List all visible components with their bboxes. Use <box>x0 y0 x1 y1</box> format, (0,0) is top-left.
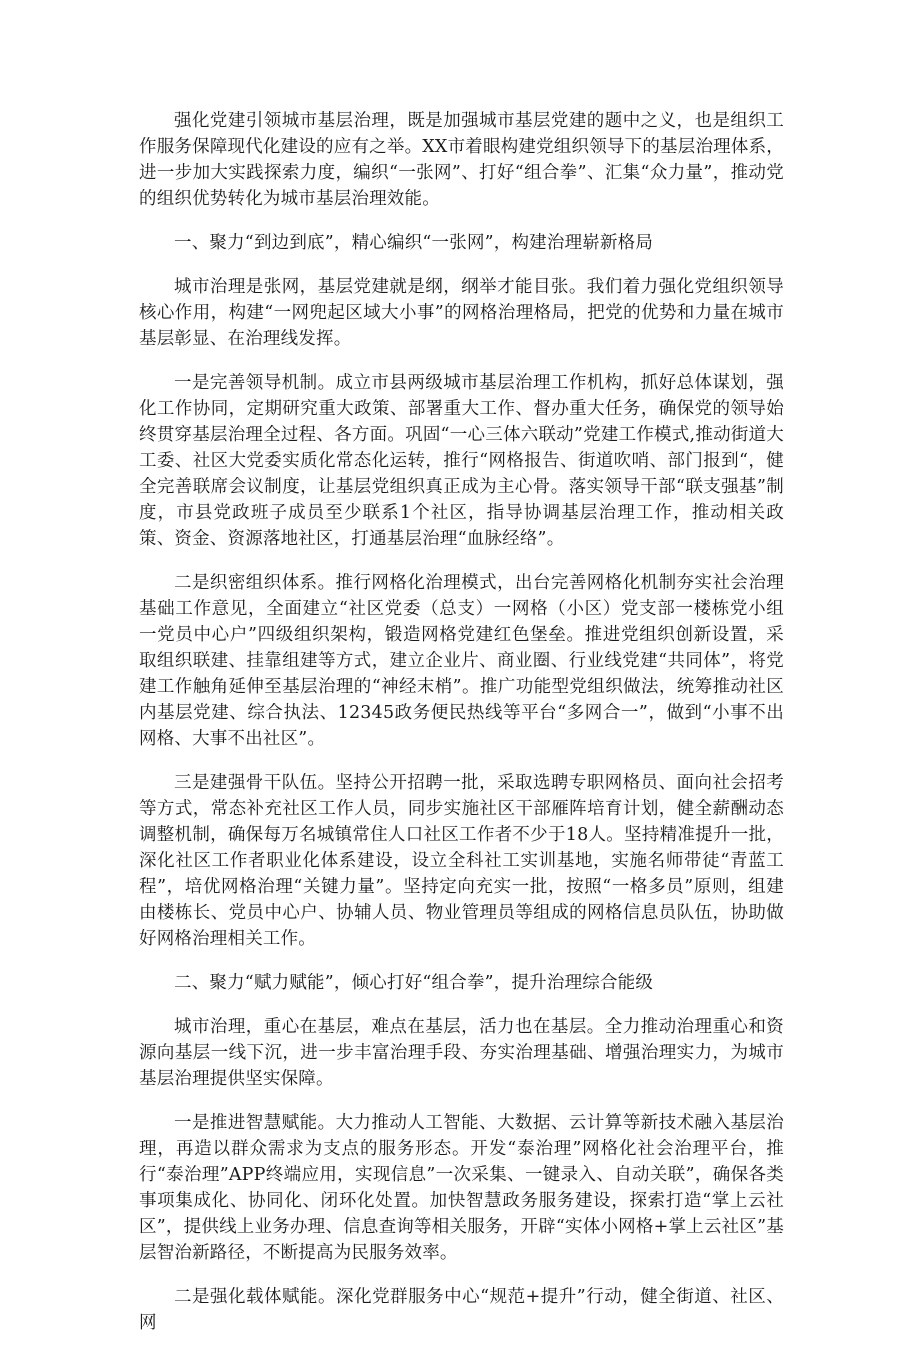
section-2-lead-paragraph: 城市治理，重心在基层，难点在基层，活力也在基层。全力推动治理重心和资源向基层一线下沉，进一步丰富治理手段、夯实治理基础、增强治理实力，为城市基层治理提供坚实保障。 <box>139 1017 784 1089</box>
intro-paragraph: 强化党建引领城市基层治理，既是加强城市基层党建的题中之义，也是组织工作服务保障现代化建设的应有之举。XX市着眼构建党组织领导下的基层治理体系，进一步加大实践探索力度，编织“一张网”、打好“组合拳”、汇集“众力量”，推动党的组织优势转化为城市基层治理效能。 <box>139 111 784 209</box>
section-1-point-2-paragraph: 二是织密组织体系。推行网格化治理模式，出台完善网格化机制夯实社会治理基础工作意见，全面建立“社区党委（总支）一网格（小区）党支部一楼栋党小组一党员中心户”四级组织架构，锻造网格党建红色堡垒。推进党组织创新设置，采取组织联建、挂靠组建等方式，建立企业片、商业圈、行业线党建“共同体”，将党建工作触角延伸至基层治理的“神经末梢”。推广功能型党组织做法，统筹推动社区内基层党建、综合执法、12345政务便民热线等平台“多网合一”，做到“小事不出网格、大事不出社区”。 <box>139 573 784 749</box>
section-1-lead-paragraph: 城市治理是张网，基层党建就是纲，纲举才能目张。我们着力强化党组织领导核心作用，构建“一网兜起区域大小事”的网格治理格局，把党的优势和力量在城市基层彰显、在治理线发挥。 <box>139 277 784 349</box>
section-1-point-3-paragraph: 三是建强骨干队伍。坚持公开招聘一批，采取选聘专职网格员、面向社会招考等方式，常态补充社区工作人员，同步实施社区干部雁阵培育计划，健全薪酬动态调整机制，确保每万名城镇常住人口社区工作者不少于18人。坚持精准提升一批，深化社区工作者职业化体系建设，设立全科社工实训基地，实施名师带徒“青蓝工程”，培优网格治理“关键力量”。坚持定向充实一批，按照“一格多员”原则，组建由楼栋长、党员中心户、协辅人员、物业管理员等组成的网格信息员队伍，协助做好网格治理相关工作。 <box>139 773 784 949</box>
document-page <box>139 108 784 1354</box>
section-1-point-1-paragraph: 一是完善领导机制。成立市县两级城市基层治理工作机构，抓好总体谋划，强化工作协同，定期研究重大政策、部署重大工作、督办重大任务，确保党的领导始终贯穿基层治理全过程、各方面。巩固“一心三体六联动”党建工作模式,推动街道大工委、社区大党委实质化常态化运转，推行“网格报告、街道吹哨、部门报到“，健全完善联席会议制度，让基层党组织真正成为主心骨。落实领导干部“联支强基”制度，市县党政班子成员至少联系1个社区，指导协调基层治理工作，推动相关政策、资金、资源落地社区，打通基层治理“血脉经络”。 <box>139 373 784 549</box>
section-2-point-1-paragraph: 一是推进智慧赋能。大力推动人工智能、大数据、云计算等新技术融入基层治理，再造以群众需求为支点的服务形态。开发“泰治理”网格化社会治理平台，推行“泰治理”APP终端应用，实现信息”一次采集、一键录入、自动关联”，确保各类事项集成化、协同化、闭环化处置。加快智慧政务服务建设，探索打造“掌上云社区”，提供线上业务办理、信息查询等相关服务，开辟“实体小网格+掌上云社区”基层智治新路径，不断提高为民服务效率。 <box>139 1113 784 1263</box>
section-2-point-2-paragraph: 二是强化载体赋能。深化党群服务中心“规范+提升”行动，健全街道、社区、网 <box>139 1287 784 1333</box>
section-2-heading: 二、聚力“赋力赋能”，倾心打好“组合拳”，提升治理综合能级 <box>174 973 654 993</box>
section-1-heading: 一、聚力“到边到底”，精心编织“一张网”，构建治理崭新格局 <box>174 233 654 253</box>
